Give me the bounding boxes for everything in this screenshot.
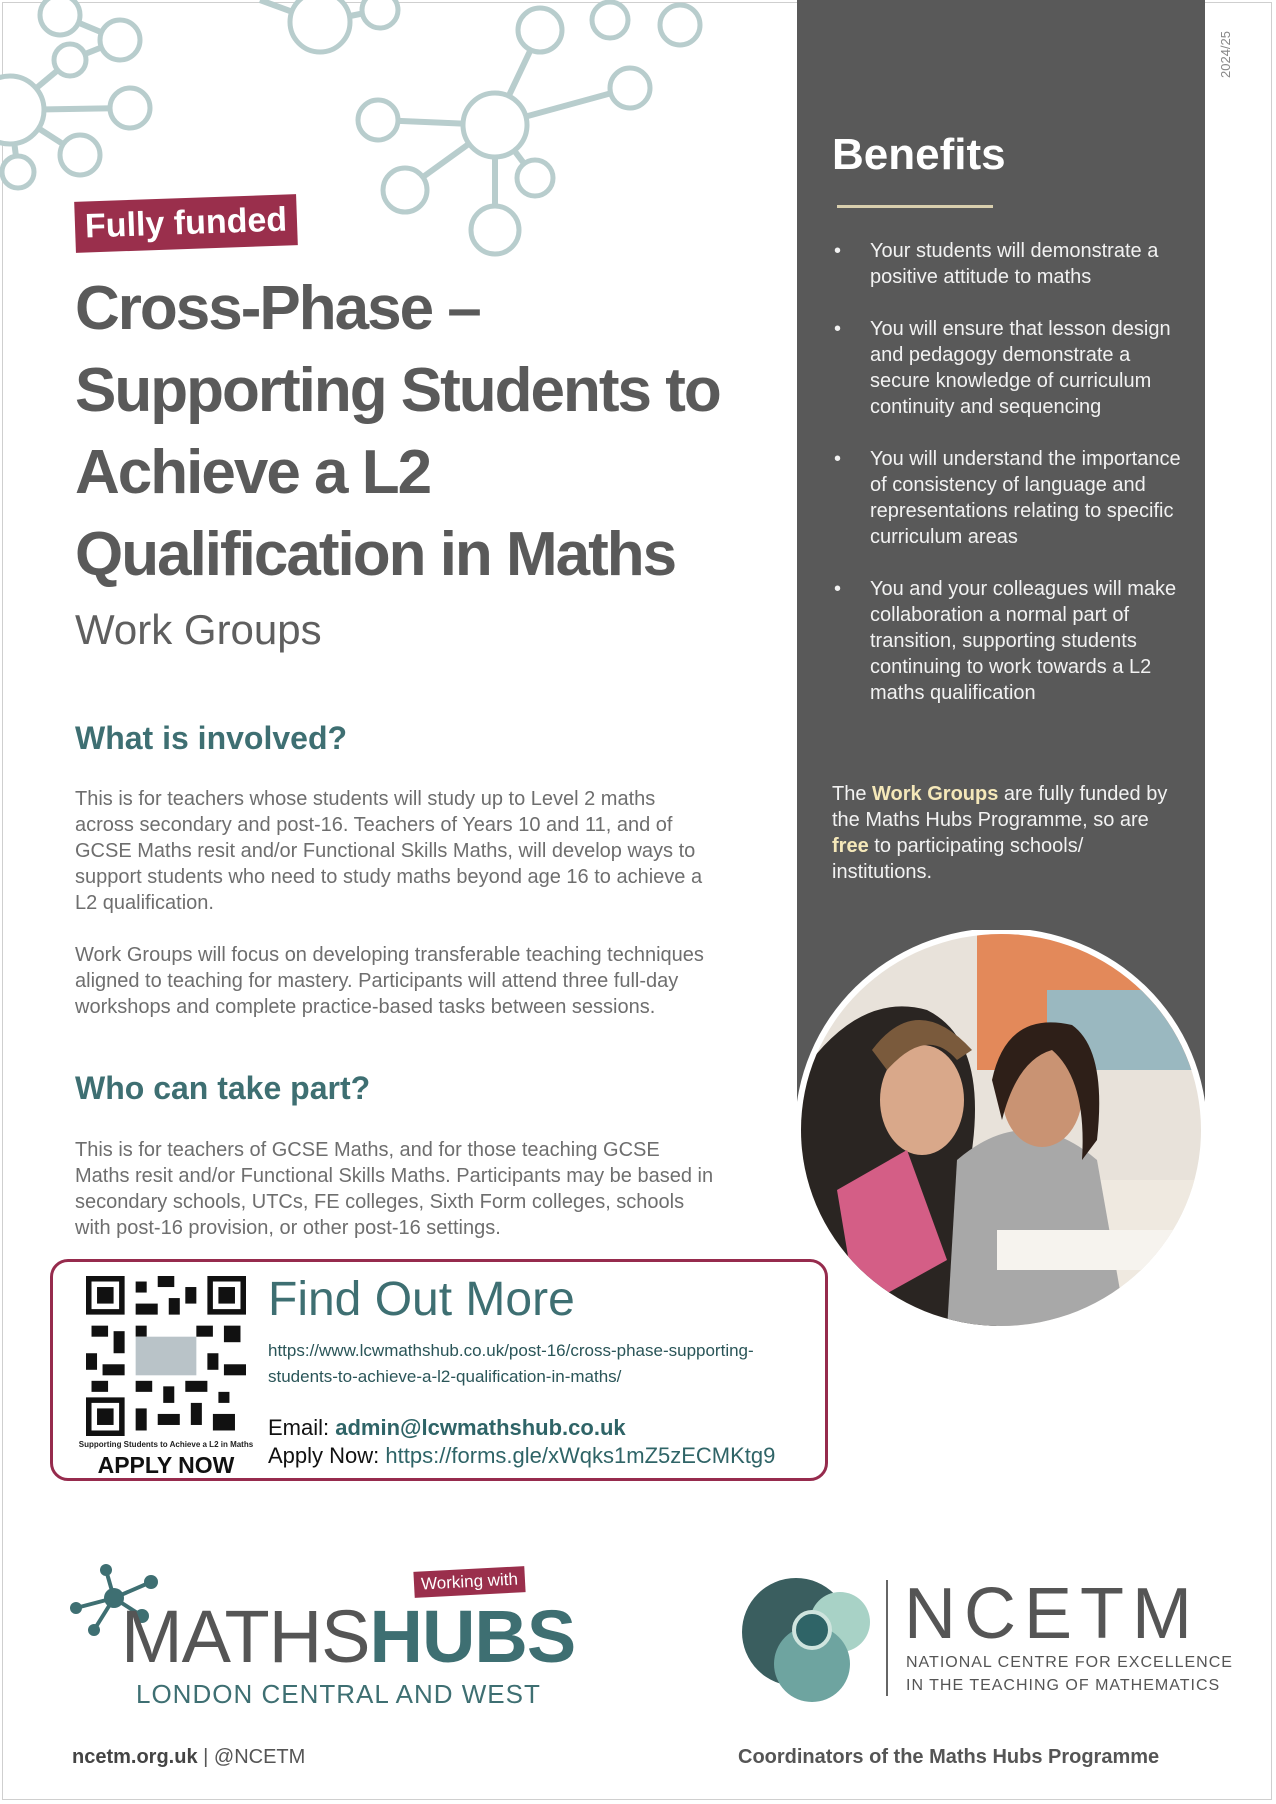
twitter-handle[interactable]: @NCETM [213,1746,306,1768]
page-title: Cross-Phase – Supporting Students to Achieve a L2 Qualification in Maths [75,274,720,589]
coordinators-note: Coordinators of the Maths Hubs Programme [738,1746,1160,1768]
year-tag: 2024/25 [1218,31,1233,78]
bullet-icon: • [834,448,842,470]
footer-contact: ncetm.org.uk | @NCETM [72,1746,306,1768]
list-item: • You and your colleagues will make collaboration a normal part of transition, supporting students continuing to work towards a L2 maths qualification [834,578,1177,704]
apply-now-label: APPLY NOW [97,1452,235,1478]
apply-link[interactable]: https://forms.gle/xWqks1mZ5zECMKtg9 [385,1443,776,1468]
bullet-icon: • [834,578,842,600]
ncetm-wordmark: NCETM [904,1574,1200,1654]
teacher-student-photo [797,930,1205,1330]
ncetm-tagline-2: IN THE TEACHING OF MATHEMATICS [906,1677,1221,1694]
benefits-underline [837,205,993,208]
find-out-more-heading: Find Out More [268,1273,575,1326]
info-link[interactable]: https://www.lcwmathshub.co.uk/post-16/cross-phase-supporting-students-to-achieve-a-l2-qualification-in-maths/ [268,1341,754,1386]
section-heading-who: Who can take part? [75,1070,371,1106]
qr-code-icon[interactable] [86,1276,246,1436]
ncetm-logo-icon [740,1572,872,1704]
bullet-icon: • [834,318,842,340]
involved-paragraph-1: This is for teachers whose students will study up to Level 2 maths across secondary and post-16. Teachers of Years 10 and 11, and of GCSE Maths resit and/or Functional Skills Maths, will develop ways to support students who need to study maths beyond age 16 to achieve a L2 qualification. [75,788,703,914]
who-paragraph: This is for teachers of GCSE Maths, and for those teaching GCSE Maths resit and/or Functional Skills Maths. Participants may be based in secondary schools, UTCs, FE colleges, Sixth Form colleges, schools with post-16 provision, or other post-16 settings. [75,1139,714,1239]
qr-caption: Supporting Students to Achieve a L2 in Maths [78,1440,254,1449]
logo-divider [886,1580,888,1696]
page-subtitle: Work Groups [75,606,322,653]
benefits-list [832,238,1182,732]
section-heading-involved: What is involved? [75,720,348,756]
hub-region: LONDON CENTRAL AND WEST [136,1679,541,1709]
list-item: • You will understand the importance of consistency of language and representations relating to specific curriculum areas [834,448,1181,548]
involved-paragraph-2: Work Groups will focus on developing transferable teaching techniques aligned to teaching for mastery. Participants will attend three full-day workshops and complete practice-based tasks between sessions. [75,944,704,1018]
email-link[interactable]: admin@lcwmathshub.co.uk [335,1415,626,1440]
list-item: • Your students will demonstrate a positive attitude to maths [834,240,1159,288]
working-with-badge: Working with [413,1566,525,1598]
ncetm-tagline-1: NATIONAL CENTRE FOR EXCELLENCE [906,1654,1233,1671]
email-line: Email: admin@lcwmathshub.co.uk [268,1415,626,1440]
maths-hubs-wordmark: MATHSHUBS [121,1595,576,1678]
apply-line: Apply Now: https://forms.gle/xWqks1mZ5zECMKtg9 [268,1443,776,1468]
bullet-icon: • [834,240,842,262]
benefits-heading: Benefits [832,130,1006,179]
site-link[interactable]: ncetm.org.uk [72,1746,198,1768]
fully-funded-badge: Fully funded [74,194,298,253]
list-item: • You will ensure that lesson design and pedagogy demonstrate a secure knowledge of curriculum continuity and sequencing [834,318,1171,418]
funding-note: The Work Groups are fully funded by the Maths Hubs Programme, so are free to participating schools/ institutions. [832,783,1168,883]
